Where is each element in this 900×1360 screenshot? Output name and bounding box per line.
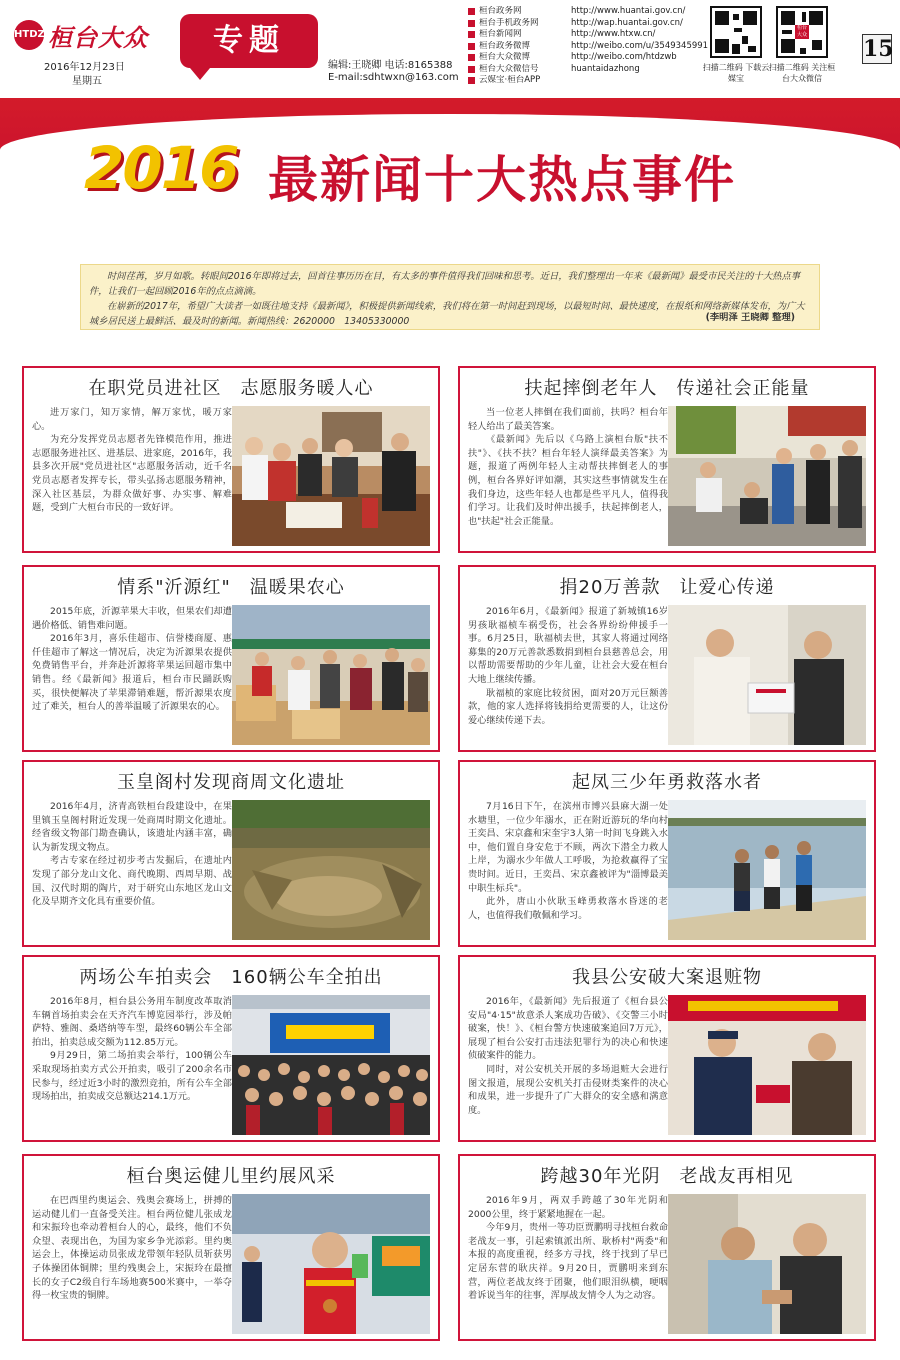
- story-photo-ruins[interactable]: [232, 800, 430, 940]
- intro-paragraph: 时间荏苒，岁月如歌。转眼间2016年即将过去，回首往事历历在目，有太多的事件值得我们回味和思考。近日，我们整理出一年来《最新闻》最受市民关注的十大热点事件，让我们一起回顾2016年的点点滴滴。: [89, 271, 801, 297]
- issue-weekday: 星期五: [72, 76, 102, 87]
- story-body: [32, 995, 232, 1135]
- story-title[interactable]: 扶起摔倒老年人 传递社会正能量: [524, 378, 810, 399]
- intro-paragraph: 在崭新的2017年，希望广大读者一如既往地支持《最新闻》，积极提供新闻线索，我们将在第一时间赶到现场，以最短时间、最快速度，在报纸和网络新媒体发布，为广大城乡居民送上最鲜活、最及时的新闻。新闻热线：2620000 13405330000: [89, 301, 805, 327]
- story-title[interactable]: 捐20万善款 让爱心传递: [559, 577, 775, 598]
- story-card[interactable]: [22, 565, 440, 752]
- story-paragraph: 在巴西里约奥运会、残奥会赛场上，拼搏的运动健儿们一直备受关注。桓台两位健儿张成龙和宋振玲也牵动着桓台人的心，最终，他们不负众望、表现出色，为国为家乡争光添彩。里约奥运会上，体操运动员张成龙带领年轻队员斩获男子体操团体铜牌；里约残奥会上，宋振玲在最擅长的女子C2级自行车场地赛500米赛中，一举夺得一枚宝贵的铜牌。: [32, 1195, 232, 1302]
- intro-box: [80, 264, 820, 330]
- story-card[interactable]: [458, 1154, 876, 1341]
- qr-center-logo: 桓台大众: [796, 25, 807, 38]
- story-card[interactable]: [458, 760, 876, 947]
- media-link-name: 桓台大众微博: [479, 52, 531, 62]
- banner-title: 最新闻十大热点事件: [268, 151, 736, 209]
- issue-date: 2016年12月23日: [44, 62, 125, 73]
- qr-code-app-icon[interactable]: [710, 6, 762, 58]
- photo-young-people-help-fallen-elder: [668, 406, 866, 546]
- media-links-list: [468, 6, 708, 87]
- media-link-name: 桓台政务微博: [479, 40, 531, 51]
- story-title[interactable]: 起凤三少年勇救落水者: [572, 772, 762, 793]
- story-photo-rescue[interactable]: [668, 800, 866, 940]
- story-card[interactable]: [22, 955, 440, 1142]
- media-link-url[interactable]: huantaidazhong: [571, 63, 640, 74]
- bullet-icon: [468, 20, 475, 27]
- photo-archaeological-site: [232, 800, 430, 940]
- photo-car-auction-hall: [232, 995, 430, 1135]
- story-paragraph: 2016年，《最新闻》先后报道了《桓台县公安局"4·15"故意杀人案成功告破》、《交警三小时破案，快！》、《桓台警方快速破案追回7万元》，展现了桓台公安打击违法犯罪行为的决心和快速侦破案件的能力。: [468, 996, 668, 1062]
- story-body: [468, 406, 668, 546]
- story-body: [32, 406, 232, 546]
- intro-credit: (李明泽 王晓卿 整理): [705, 312, 795, 323]
- story-paragraph: 2016年6月，《最新闻》报道了新城镇16岁男孩耿福桢车祸受伤，社会各界纷纷伸援手一事。6月25日，耿福桢去世，其家人将通过网络募集的20万元善款悉数捐到桓台县慈善总会，用以帮助需要帮助的少年儿童，让社会大爱在桓台大地上继续传播。: [468, 606, 668, 685]
- logo-text: 桓台大众: [48, 23, 148, 52]
- photo-apple-sale-crowd: [232, 605, 430, 745]
- story-photo-volunteers[interactable]: [232, 406, 430, 546]
- media-link-url[interactable]: http://weibo.com/htdzwb: [571, 52, 677, 62]
- media-link-name: 桓台政务网: [479, 6, 522, 16]
- banner-year: 2016: [84, 134, 238, 202]
- section-label: 专题: [180, 14, 318, 68]
- qr-code-wechat-icon[interactable]: [776, 6, 828, 58]
- media-link-row[interactable]: [468, 6, 708, 18]
- story-paragraph: 为充分发挥党员志愿者先锋模范作用，推进志愿服务进社区、进基层、进家庭，2016年，我县多次开展"党员进社区"志愿服务活动，近千名党员志愿者发挥专长，带头弘扬志愿服务精神，深入社区基层，为群众做好事、办实事、解难题，受到广大桓台市民的一致好评。: [32, 434, 232, 514]
- story-title[interactable]: 在职党员进社区 志愿服务暖人心: [88, 378, 374, 399]
- media-link-url[interactable]: http://wap.huantai.gov.cn/: [571, 17, 683, 28]
- media-link-url[interactable]: http://www.huantai.gov.cn/: [571, 6, 686, 16]
- story-paragraph: 此外，唐山小伙耿玉峰勇救落水昏迷的老人，也值得我们敬佩和学习。: [468, 896, 668, 921]
- media-link-row[interactable]: [468, 64, 708, 76]
- qr-wechat-label: 扫描二维码 关注桓台大众微信: [768, 63, 836, 83]
- story-paragraph: 9月29日，第二场拍卖会举行，100辆公车采取现场拍卖方式公开拍卖，吸引了200余名市民参与，经过近3小时的激烈竞拍，所有公车全部现场拍出，拍卖成交总额达214.1万元。: [32, 1050, 232, 1103]
- story-paragraph: 耿福桢的家庭比较贫困，面对20万元巨额善款，他的家人选择将钱捐给更需要的人，让这份爱心继续传递下去。: [468, 687, 668, 726]
- story-paragraph: 2016年8月，桓台县公务用车制度改革取消车辆首场拍卖会在天齐汽车博览园举行，涉及帕萨特、雅阁、桑塔纳等车型，最终60辆公车全部拍出，拍卖总成交额为112.85万元。: [32, 996, 232, 1048]
- media-link-url[interactable]: http://www.htxw.cn/: [571, 29, 656, 39]
- media-link-name: 云媒宝·桓台APP: [479, 75, 541, 85]
- bullet-icon: [468, 66, 475, 73]
- story-photo-veterans[interactable]: [668, 1194, 866, 1334]
- media-link-url[interactable]: [571, 75, 708, 87]
- story-card[interactable]: [22, 760, 440, 947]
- story-paragraph: 2016年4月，济青高铁桓台段建设中，在果里镇玉皇阁村附近发现一处商周时期文化遗址。经省级文物部门勘查确认，该遗址内涵丰富，确认为新发现文物点。: [32, 801, 232, 853]
- media-link-row[interactable]: [468, 41, 708, 53]
- story-paragraph: 2015年底，沂源苹果大丰收，但果农们却遭遇价格低、销售难问题。: [32, 606, 232, 631]
- story-title[interactable]: 情系"沂源红" 温暖果农心: [117, 577, 345, 598]
- story-photo-donation[interactable]: [668, 605, 866, 745]
- story-body: [32, 1194, 232, 1334]
- story-photo-police[interactable]: [668, 995, 866, 1135]
- story-title[interactable]: 两场公车拍卖会 160辆公车全拍出: [79, 967, 383, 988]
- story-title[interactable]: 我县公安破大案退赃物: [572, 967, 762, 988]
- photo-volunteers-visit-elderly: [232, 406, 430, 546]
- story-card[interactable]: [458, 955, 876, 1142]
- headline-banner: [0, 98, 900, 248]
- story-card[interactable]: [22, 366, 440, 553]
- media-link-row[interactable]: [468, 52, 708, 64]
- story-paragraph: 进万家门，知万家情，解万家忧，暖万家心。: [32, 407, 232, 432]
- story-paragraph: 考古专家在经过初步考古发掘后，在遗址内发现了部分龙山文化、商代晚期、西周早期、战国、汉代时期的陶片，对于研究山东地区龙山文化及早期齐文化具有重要价值。: [32, 855, 232, 908]
- story-photo-olympics[interactable]: [232, 1194, 430, 1334]
- story-photo-apple-sale[interactable]: [232, 605, 430, 745]
- story-card[interactable]: [22, 1154, 440, 1341]
- editor-info: 编辑:王晓卿 电话:8165388: [328, 60, 453, 71]
- photo-police-return-property: [668, 995, 866, 1135]
- bullet-icon: [468, 8, 475, 15]
- media-link-row[interactable]: [468, 75, 708, 87]
- story-body: [32, 605, 232, 745]
- story-photo-help-elderly[interactable]: [668, 406, 866, 546]
- photo-charity-donation: [668, 605, 866, 745]
- masthead: [0, 0, 900, 98]
- story-body: [468, 800, 668, 940]
- logo-mark-icon: HTDZ: [14, 20, 44, 50]
- bullet-icon: [468, 31, 475, 38]
- story-paragraph: 2016年9月，两双手跨越了30年光阴和2000公里，终于紧紧地握在一起。: [468, 1195, 668, 1220]
- story-card[interactable]: [458, 366, 876, 553]
- bullet-icon: [468, 43, 475, 50]
- media-link-name: 桓台大众微信号: [479, 63, 539, 74]
- story-body: [468, 1194, 668, 1334]
- story-title[interactable]: 玉皇阁村发现商周文化遗址: [117, 772, 345, 793]
- story-body: [468, 995, 668, 1135]
- story-title[interactable]: 跨越30年光阴 老战友再相见: [540, 1166, 794, 1187]
- newspaper-logo[interactable]: [14, 18, 164, 54]
- bullet-icon: [468, 77, 475, 84]
- story-paragraph: 2016年3月，喜乐佳超市、信誉楼商厦、惠仟佳超市了解这一情况后，决定为沂源果农提供免费销售平台，并奔赴沂源将苹果运回超市集中销售。经《最新闻》报道后，桓台市民踊跃购买，很快便解决了苹果滞销难题，帮沂源果农度过了难关，桓台人的善举温暖了沂源果农的心。: [32, 633, 232, 713]
- story-body: [468, 605, 668, 745]
- page-number: 15: [863, 36, 894, 62]
- story-paragraph: 《最新闻》先后以《乌路上演桓台版"扶不扶"》、《扶不扶？桓台年轻人演绎最美答案》为题，报道了两例年轻人主动帮扶摔倒老人的事例，桓台各界好评如潮，其实这些事情就发生在我们身边，这些年轻人也都是些平凡人，值得我们学习。让我们及时伸出援手，扶起摔倒老人，也"扶起"社会正能量。: [468, 434, 668, 527]
- story-body: [32, 800, 232, 940]
- media-link-row[interactable]: [468, 18, 708, 30]
- story-card[interactable]: [458, 565, 876, 752]
- media-link-name: 桓台新闻网: [479, 29, 522, 39]
- story-paragraph: 7月16日下午，在滨州市博兴县麻大湖一处水塘里，一位少年溺水，正在附近游玩的华向村王奕昌、宋京鑫和宋奎宇3人第一时间飞身跳入水中，他们置自身安危于不顾，两次下潜全力救人上岸，为溺水少年做人工呼吸，为抢救赢得了宝贵时间。近日，王奕昌、宋京鑫被评为"淄博最美中职生标兵"。: [468, 801, 668, 894]
- media-link-row[interactable]: [468, 29, 708, 41]
- story-photo-auction[interactable]: [232, 995, 430, 1135]
- story-paragraph: 今年9月，贵州一等功臣贾鹏明寻找桓台救命老战友一事，引起索镇派出所、耿桥村"两委"和本报的高度重视，经多方寻找，终于找到了早已定居东营的耿庆祥。9月20日，贾鹏明来到东营，两位老战友终于团聚，他们眼泪纵横，哽咽着诉说当年的往事，浑厚战友情令人为之动容。: [468, 1222, 668, 1302]
- photo-veterans-reunion: [668, 1194, 866, 1334]
- media-link-name: 桓台手机政务网: [479, 17, 539, 28]
- photo-three-teens-at-lake: [668, 800, 866, 940]
- editor-email: E-mail:sdhtwxn@163.com: [328, 72, 459, 83]
- story-paragraph: 同时，对公安机关开展的多场退赃大会进行图文报道，展现公安机关打击侵财类案件的决心和成果，进一步提升了广大群众的安全感和满意度。: [468, 1063, 668, 1116]
- bullet-icon: [468, 54, 475, 61]
- media-link-url[interactable]: http://weibo.com/u/3549345991: [571, 40, 708, 51]
- story-title[interactable]: 桓台奥运健儿里约展风采: [126, 1166, 336, 1187]
- qr-app-label: 扫描二维码 下载云媒宝: [702, 63, 770, 83]
- story-paragraph: 当一位老人摔倒在我们面前，扶吗？桓台年轻人给出了最美答案。: [468, 407, 668, 432]
- photo-paralympic-medalist: [232, 1194, 430, 1334]
